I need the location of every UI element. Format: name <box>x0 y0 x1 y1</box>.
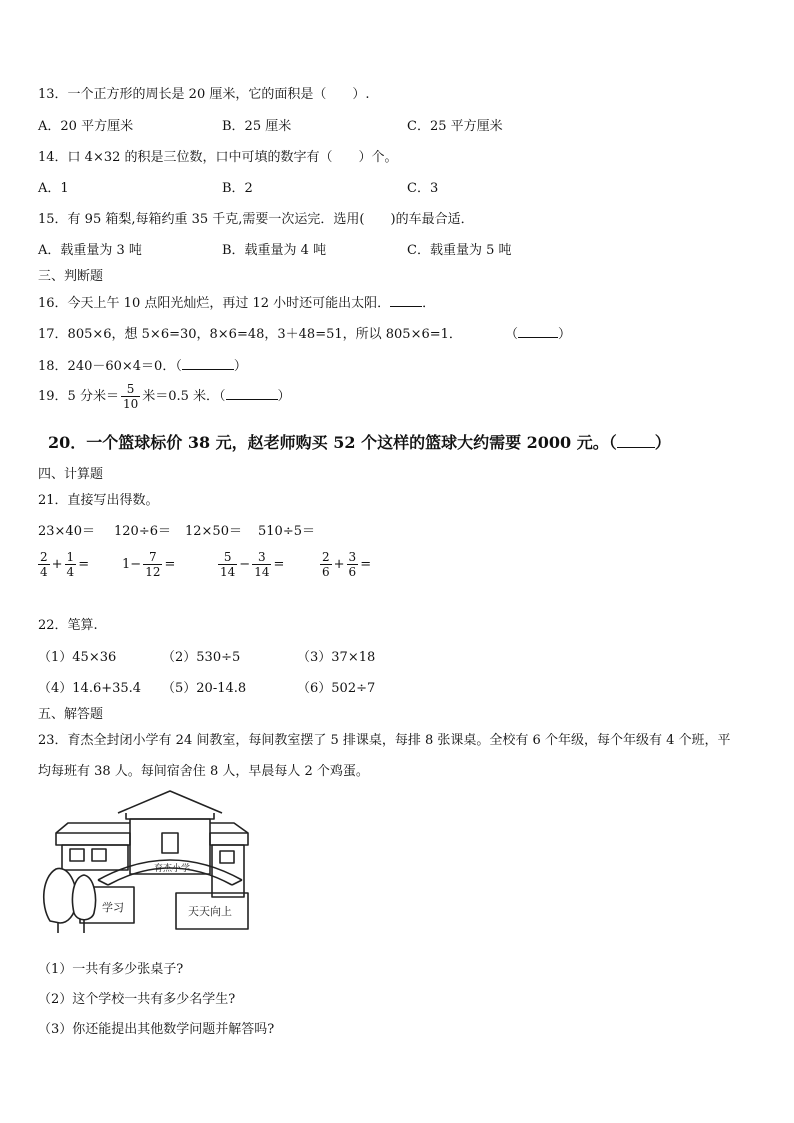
q23-line-1: 23．育杰全封闭小学有 24 间教室，每间教室摆了 5 排课桌，每排 8 张课桌。全校有 6 个年级，每个年级有 4 个班，平 <box>38 733 731 748</box>
section-heading-judgement: 三、判断题 <box>38 269 104 284</box>
q18-statement <box>38 355 247 374</box>
school-building-illustration <box>38 785 260 935</box>
section-heading-word-problems: 五、解答题 <box>38 707 104 722</box>
q16-answer-blank[interactable] <box>390 306 422 307</box>
equals-sign: = <box>164 557 176 572</box>
q22-label: 22．笔算. <box>38 618 98 633</box>
q21-fraction-expr-2 <box>122 545 175 585</box>
q13-stem: 13．一个正方形的周长是 20 厘米，它的面积是（ ）. <box>38 87 370 102</box>
fraction-denominator: 14 <box>254 565 270 579</box>
q18-text: 18．240－60×4＝0．（ <box>38 359 182 374</box>
equals-sign: = <box>273 557 285 572</box>
fraction-numerator: 1 <box>66 550 75 564</box>
q20-answer-blank[interactable] <box>617 447 655 448</box>
operator: − <box>239 557 251 572</box>
q21-fraction-expr-1 <box>36 545 89 585</box>
school-sign-arch: 育杰小学 <box>154 864 191 874</box>
q14-option-c[interactable]: C．3 <box>407 181 439 196</box>
q19-fraction <box>121 382 140 411</box>
fraction-numerator: 3 <box>348 550 357 564</box>
q16-text: 16．今天上午 10 点阳光灿烂，再过 12 小时还可能出太阳． <box>38 296 391 311</box>
q17-paren-close: ） <box>558 327 572 342</box>
q20-text: 20．一个篮球标价 38 元，赵老师购买 52 个这样的篮球大约需要 2000 元。（ <box>48 433 617 452</box>
q19-tail: ） <box>277 389 291 404</box>
q17-text: 17．805×6，想 5×6=30，8×6=48，3＋48=51，所以 805×6=1． <box>38 327 462 342</box>
q14-option-a[interactable]: A．1 <box>38 181 69 196</box>
q15-option-c[interactable]: C．载重量为 5 吨 <box>407 243 512 258</box>
q20-statement <box>48 430 671 453</box>
q13-option-b[interactable]: B．25 厘米 <box>222 119 292 134</box>
q16-statement <box>38 292 435 311</box>
operator: + <box>333 557 345 572</box>
fraction-denominator: 6 <box>348 565 357 579</box>
q15-option-a[interactable]: A．载重量为 3 吨 <box>38 243 142 258</box>
section-heading-calculation: 四、计算题 <box>38 467 104 482</box>
q23-subquestion-2: （2）这个学校一共有多少名学生? <box>38 992 236 1007</box>
q13-option-c[interactable]: C．25 平方厘米 <box>407 119 503 134</box>
q22-item-3: （3）37×18 <box>297 650 376 665</box>
q15-option-b[interactable]: B．载重量为 4 吨 <box>222 243 327 258</box>
fraction-numerator: 2 <box>322 550 330 564</box>
q19-prefix: 19．5 分米＝ <box>38 389 119 404</box>
leading-number: 1 <box>122 557 131 572</box>
school-sign-right: 天天向上 <box>188 905 232 918</box>
fraction-denominator: 6 <box>322 565 330 579</box>
q16-tail: ． <box>422 296 436 311</box>
fraction-numerator: 2 <box>40 550 48 564</box>
q17-answer-blank[interactable] <box>518 337 558 338</box>
equals-sign: = <box>78 557 90 572</box>
q17-paren-open: （ <box>505 327 519 342</box>
q23-line-2: 均每班有 38 人。每间宿舍住 8 人，早晨每人 2 个鸡蛋。 <box>38 764 369 779</box>
q21-item-3: 12×50＝ <box>185 524 242 539</box>
q22-item-6: （6）502÷7 <box>297 681 376 696</box>
operator: + <box>51 557 63 572</box>
q19-numerator: 5 <box>126 382 135 396</box>
q17-statement <box>38 323 462 342</box>
fraction-denominator: 4 <box>66 565 75 579</box>
q19-statement <box>38 380 291 414</box>
q19-answer-blank[interactable] <box>226 399 278 400</box>
q22-item-5: （5）20-14.8 <box>162 681 247 696</box>
q15-stem: 15．有 95 箱梨,每箱约重 35 千克,需要一次运完．选用( )的车最合适． <box>38 212 474 227</box>
operator: − <box>130 557 142 572</box>
q22-item-4: （4）14.6+35.4 <box>38 681 142 696</box>
q14-option-b[interactable]: B．2 <box>222 181 253 196</box>
q20-tail: ） <box>654 433 671 452</box>
q23-subquestion-1: （1）一共有多少张桌子? <box>38 962 184 977</box>
q13-option-a[interactable]: A．20 平方厘米 <box>38 119 134 134</box>
q19-suffix: 米＝0.5 米．（ <box>142 389 226 404</box>
q17-answer[interactable] <box>505 323 571 342</box>
fraction-denominator: 14 <box>220 565 236 579</box>
q19-denominator: 10 <box>122 397 139 411</box>
q22-item-2: （2）530÷5 <box>162 650 241 665</box>
fraction-numerator: 7 <box>149 550 157 564</box>
q21-item-4: 510÷5＝ <box>258 524 315 539</box>
fraction-denominator: 4 <box>40 565 48 579</box>
q18-answer-blank[interactable] <box>182 369 234 370</box>
q23-subquestion-3: （3）你还能提出其他数学问题并解答吗? <box>38 1022 275 1037</box>
q21-fraction-expr-4 <box>318 545 371 585</box>
q21-fraction-expr-3 <box>216 545 284 585</box>
q18-tail: ） <box>233 359 247 374</box>
q21-label: 21．直接写出得数。 <box>38 493 159 508</box>
fraction-denominator: 12 <box>145 565 161 579</box>
q14-stem: 14．口 4×32 的积是三位数，口中可填的数字有（ ）个。 <box>38 150 398 165</box>
q21-item-1: 23×40＝ <box>38 524 95 539</box>
q21-item-2: 120÷6＝ <box>114 524 171 539</box>
school-sign-left: 学习 <box>102 901 124 914</box>
fraction-numerator: 5 <box>223 550 232 564</box>
equals-sign: = <box>360 557 372 572</box>
q22-item-1: （1）45×36 <box>38 650 117 665</box>
fraction-numerator: 3 <box>258 550 266 564</box>
